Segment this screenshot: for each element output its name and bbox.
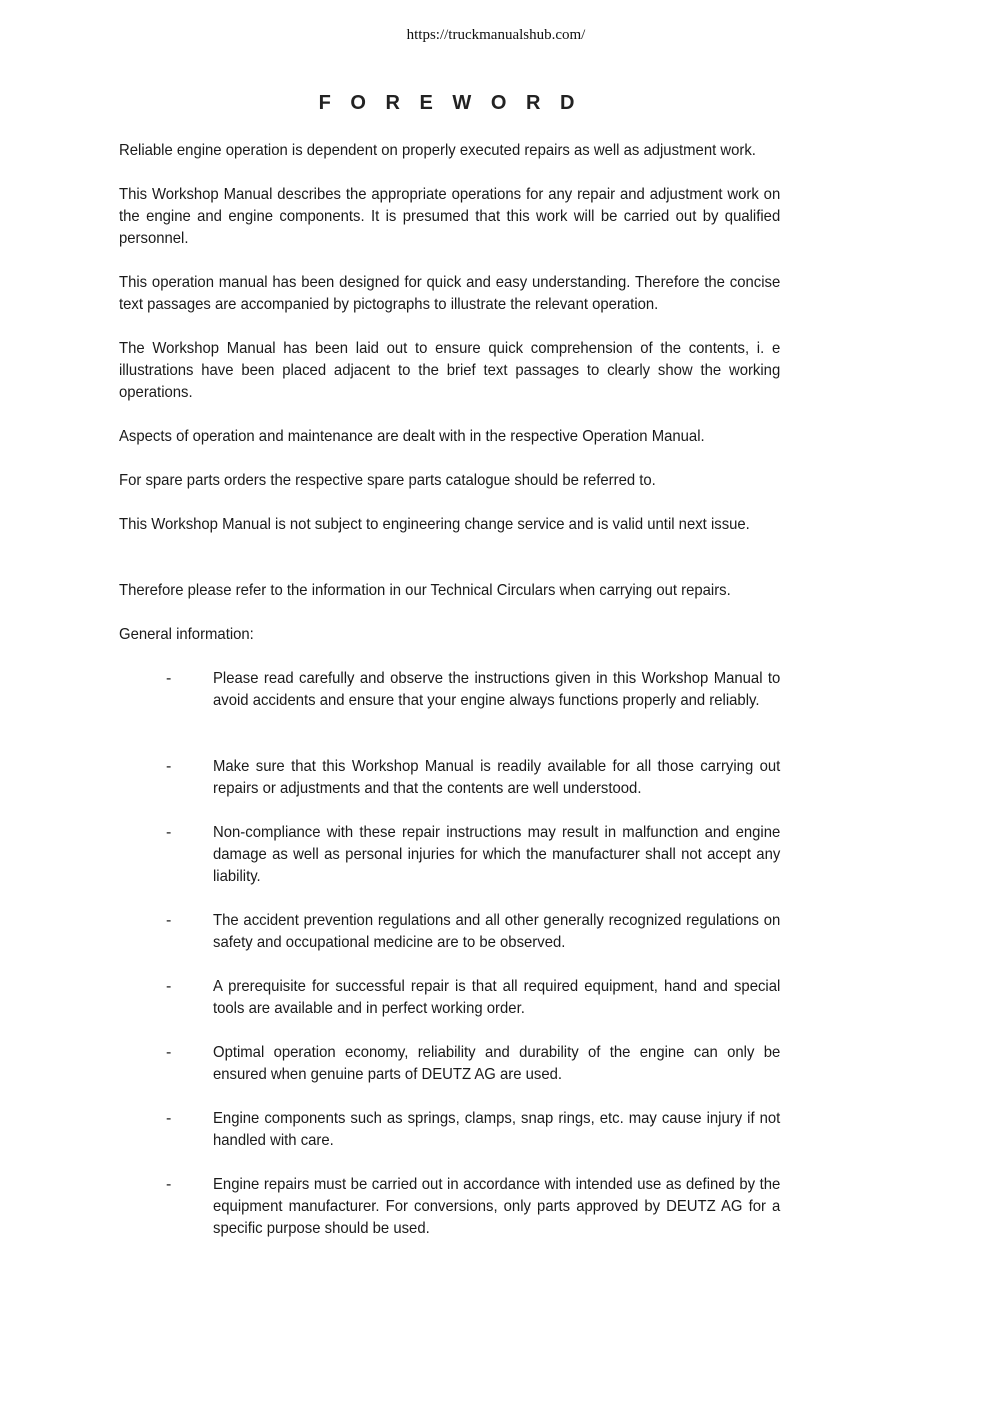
- page-title: F O R E W O R D: [318, 92, 582, 114]
- bullet-item-6: Optimal operation economy, reliability and durability of the engine can only be ensured when genuine parts of DEUTZ AG are used.: [213, 1044, 781, 1083]
- bullet-dash: -: [166, 978, 172, 995]
- paragraph-6: For spare parts orders the respective spare parts catalogue should be referred to.: [119, 472, 656, 489]
- bullet-item-4: The accident prevention regulations and all other generally recognized regulations on safety and occupational medicine are to be observed.: [213, 912, 781, 951]
- paragraph-1: Reliable engine operation is dependent on properly executed repairs as well as adjustment work.: [119, 142, 756, 159]
- bullet-item-1: Please read carefully and observe the instructions given in this Workshop Manual to avoid accidents and ensure that your engine always functions properly and reliably.: [213, 670, 781, 709]
- paragraph-2: This Workshop Manual describes the appropriate operations for any repair and adjustment work on the engine and engine components. It is presumed that this work will be carried out by qualified personnel.: [119, 186, 781, 247]
- header-url: https://truckmanualshub.com/: [406, 27, 586, 43]
- bullet-item-5: A prerequisite for successful repair is that all required equipment, hand and special tools are available and in perfect working order.: [213, 978, 781, 1017]
- bullet-dash: -: [166, 758, 172, 775]
- bullet-dash: -: [166, 824, 172, 841]
- paragraph-7: This Workshop Manual is not subject to engineering change service and is valid until next issue.: [119, 516, 750, 533]
- bullet-dash: -: [166, 1110, 172, 1127]
- bullet-item-3: Non-compliance with these repair instructions may result in malfunction and engine damage as well as personal injuries for which the manufacturer shall not accept any liability.: [213, 824, 781, 885]
- bullet-item-8: Engine repairs must be carried out in accordance with intended use as defined by the equipment manufacturer. For conversions, only parts approved by DEUTZ AG for a specific purpose should be used.: [213, 1176, 781, 1237]
- paragraph-5: Aspects of operation and maintenance are dealt with in the respective Operation Manual.: [119, 428, 705, 445]
- bullet-item-2: Make sure that this Workshop Manual is readily available for all those carrying out repairs or adjustments and that the contents are well understood.: [213, 758, 781, 797]
- paragraph-8: Therefore please refer to the information in our Technical Circulars when carrying out repairs.: [119, 582, 731, 599]
- bullet-dash: -: [166, 670, 172, 687]
- bullet-dash: -: [166, 912, 172, 929]
- paragraph-4: The Workshop Manual has been laid out to ensure quick comprehension of the contents, i. e illustrations have been placed adjacent to the brief text passages to clearly show the working operations.: [119, 340, 781, 401]
- bullet-dash: -: [166, 1176, 172, 1193]
- general-information-heading: General information:: [119, 626, 254, 643]
- paragraph-3: This operation manual has been designed for quick and easy understanding. Therefore the concise text passages are accompanied by pictographs to illustrate the relevant operation.: [119, 274, 781, 313]
- bullet-item-7: Engine components such as springs, clamps, snap rings, etc. may cause injury if not handled with care.: [213, 1110, 781, 1149]
- bullet-dash: -: [166, 1044, 172, 1061]
